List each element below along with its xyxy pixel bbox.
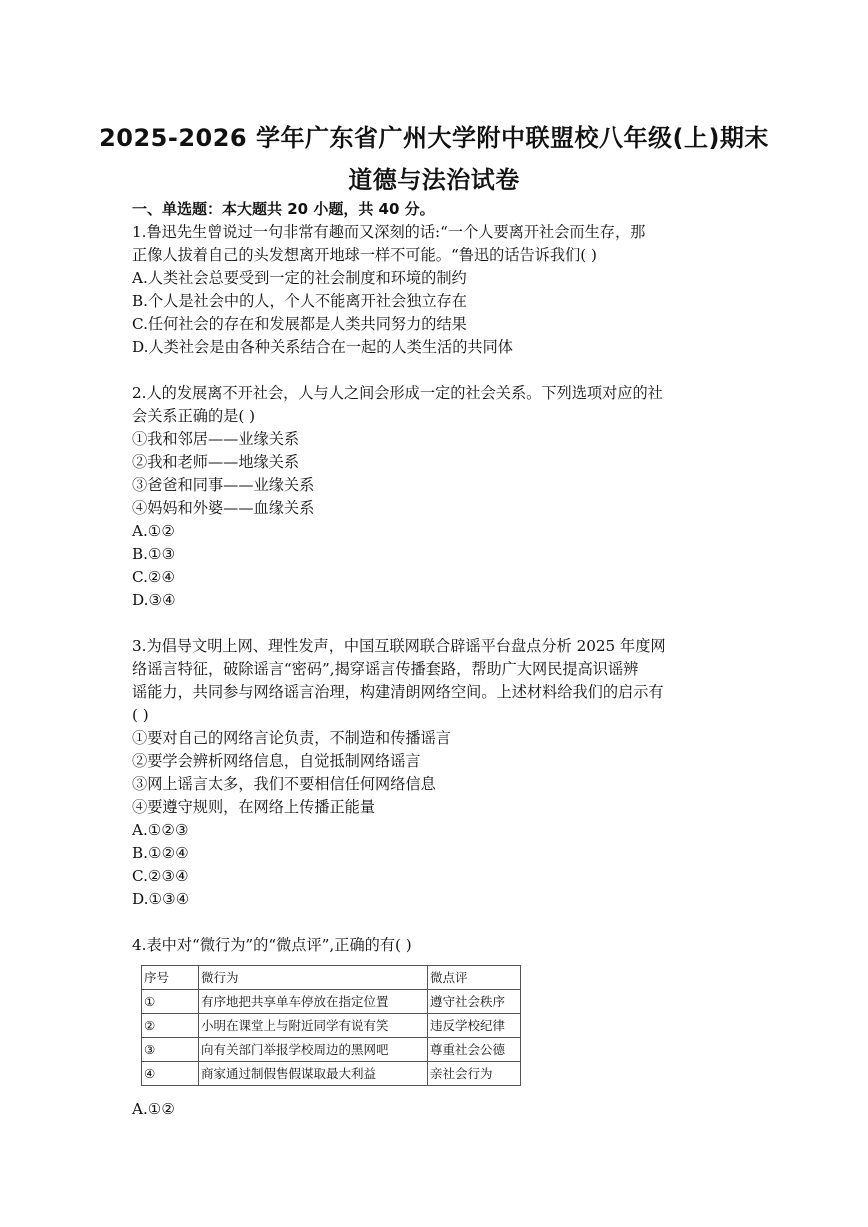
table-cell: 向有关部门举报学校周边的黑网吧 (199, 1038, 428, 1062)
option-d: D.①③④ (132, 890, 190, 908)
option-c: C.任何社会的存在和发展都是人类共同努力的结果 (132, 315, 467, 333)
option-a: A.①② (132, 1100, 176, 1118)
exam-title-line1: 2025-2026 学年广东省广州大学附中联盟校八年级(上)期末 (99, 124, 769, 152)
table-cell: ① (142, 990, 199, 1014)
question-spacer (132, 612, 740, 635)
statement-item: ①我和邻居——业缘关系 (132, 430, 300, 448)
table-cell: ④ (142, 1062, 199, 1086)
table-header-cell: 微行为 (199, 966, 428, 990)
question-1 (132, 221, 740, 359)
question-stem-line: 2.人的发展离不开社会，人与人之间会形成一定的社会关系。下列选项对应的社 (132, 384, 663, 402)
option-c: C.②③④ (132, 867, 189, 885)
option-a: A.①② (132, 522, 176, 540)
question-spacer (132, 911, 740, 934)
statement-item: ③网上谣言太多，我们不要相信任何网络信息 (132, 775, 436, 793)
question-3 (132, 635, 740, 911)
question-4 (132, 934, 740, 1121)
table-cell: 小明在课堂上与附近同学有说有笑 (199, 1014, 428, 1038)
table-cell: 尊重社会公德 (428, 1038, 521, 1062)
table-header-cell: 微点评 (428, 966, 521, 990)
question-stem-line: 1.鲁迅先生曾说过一句非常有趣而又深刻的话:“一个人要离开社会而生存，那 (132, 223, 646, 241)
statement-item: ④要遵守规则，在网络上传播正能量 (132, 798, 375, 816)
question-stem-line: 正像人拔着自己的头发想离开地球一样不可能。“鲁迅的话告诉我们( ) (132, 246, 597, 264)
option-a: A.人类社会总要受到一定的社会制度和环境的制约 (132, 269, 467, 287)
statement-item: ②我和老师——地缘关系 (132, 453, 300, 471)
table-row (142, 990, 521, 1014)
option-b: B.①②④ (132, 844, 189, 862)
option-a: A.①②③ (132, 821, 189, 839)
option-d: D.人类社会是由各种关系结合在一起的人类生活的共同体 (132, 338, 513, 356)
option-d: D.③④ (132, 591, 176, 609)
question-stem-line: 3.为倡导文明上网、理性发声，中国互联网联合辟谣平台盘点分析 2025 年度网 (132, 637, 666, 655)
question-stem-line: 络谣言特征，破除谣言“密码”,揭穿谣言传播套路，帮助广大网民提高识谣辨 (132, 660, 639, 678)
micro-behavior-table (141, 965, 521, 1086)
table-row (142, 1062, 521, 1086)
table-cell: 违反学校纪律 (428, 1014, 521, 1038)
table-cell: 亲社会行为 (428, 1062, 521, 1086)
section-heading: 一、单选题：本大题共 20 小题，共 40 分。 (132, 200, 435, 218)
exam-title-line2: 道德与法治试卷 (348, 166, 520, 194)
table-header-cell: 序号 (142, 966, 199, 990)
option-b: B.个人是社会中的人，个人不能离开社会独立存在 (132, 292, 467, 310)
table-cell: ② (142, 1014, 199, 1038)
question-stem-line: ( ) (132, 706, 149, 724)
table-row (142, 1038, 521, 1062)
table-cell: 遵守社会秩序 (428, 990, 521, 1014)
exam-content (132, 198, 740, 1121)
option-c: C.②④ (132, 568, 176, 586)
statement-item: ③爸爸和同事——业缘关系 (132, 476, 315, 494)
question-stem-line: 会关系正确的是( ) (132, 407, 255, 425)
table-row (142, 1014, 521, 1038)
question-spacer (132, 359, 740, 382)
question-stem-line: 谣能力，共同参与网络谣言治理，构建清朗网络空间。上述材料给我们的启示有 (132, 683, 664, 701)
table-cell: 有序地把共享单车停放在指定位置 (199, 990, 428, 1014)
question-2 (132, 382, 740, 612)
statement-item: ④妈妈和外婆——血缘关系 (132, 499, 315, 517)
statement-item: ①要对自己的网络言论负责，不制造和传播谣言 (132, 729, 451, 747)
question-stem-line: 4.表中对“微行为”的“微点评”,正确的有( ) (132, 936, 412, 954)
table-cell: 商家通过制假售假谋取最大利益 (199, 1062, 428, 1086)
table-header-row (142, 966, 521, 990)
statement-item: ②要学会辨析网络信息，自觉抵制网络谣言 (132, 752, 421, 770)
table-cell: ③ (142, 1038, 199, 1062)
option-b: B.①③ (132, 545, 176, 563)
